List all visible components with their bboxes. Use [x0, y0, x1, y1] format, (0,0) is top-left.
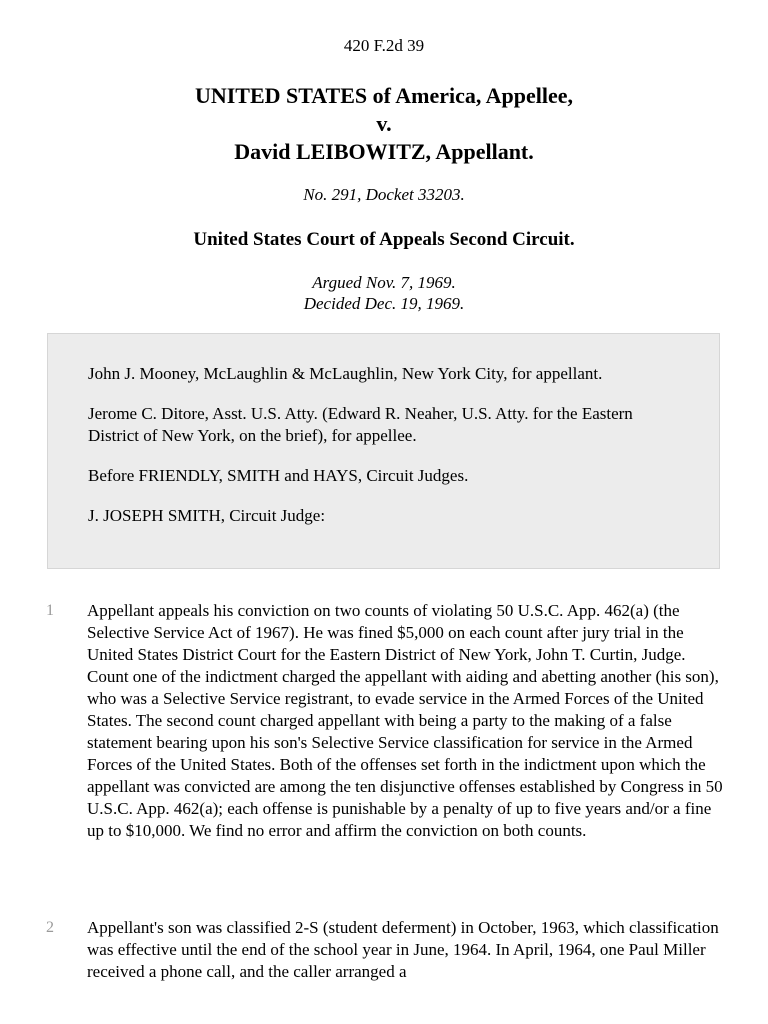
- court-name: United States Court of Appeals Second Circuit.: [193, 229, 575, 250]
- case-caption: [0, 82, 768, 166]
- argued-date: Argued Nov. 7, 1969.: [312, 273, 456, 292]
- paragraph-number: 2: [46, 919, 54, 936]
- appellee-counsel: Jerome C. Ditore, Asst. U.S. Atty. (Edward R. Neaher, U.S. Atty. for the Eastern District of New York, on the brief), for appellee.: [88, 404, 633, 445]
- case-citation: 420 F.2d 39: [343, 36, 425, 55]
- case-dates: [0, 272, 768, 314]
- paragraph-text: Appellant's son was classified 2-S (student deferment) in October, 1963, which classification was effective until the end of the school year in June, 1964. In April, 1964, one Paul Miller received a phone call, and the caller arranged a: [87, 918, 719, 981]
- paragraph-number: 1: [46, 602, 54, 619]
- caption-appellant: David LEIBOWITZ, Appellant.: [234, 139, 534, 164]
- opinion-author: J. JOSEPH SMITH, Circuit Judge:: [88, 506, 326, 525]
- judges-panel: Before FRIENDLY, SMITH and HAYS, Circuit Judges.: [88, 466, 469, 485]
- appellant-counsel: John J. Mooney, McLaughlin & McLaughlin, New York City, for appellant.: [88, 364, 603, 383]
- caption-appellee: UNITED STATES of America, Appellee,: [194, 83, 574, 108]
- docket-number: No. 291, Docket 33203.: [303, 185, 465, 204]
- counsel-panel: [47, 333, 720, 569]
- decided-date: Decided Dec. 19, 1969.: [303, 294, 465, 313]
- paragraph-text: Appellant appeals his conviction on two counts of violating 50 U.S.C. App. 462(a) (the Selective Service Act of 1967). He was fined $5,000 on each count after jury trial in the United States District Court for the Eastern District of New York, John T. Curtin, Judge. Count one of the indictment charged the appellant with aiding and abetting another (his son), who was a Selective Service registrant, to evade service in the Armed Forces of the United States. The second count charged appellant with being a party to the making of a false statement bearing upon his son's Selective Service classification for service in the Armed Forces of the United States. Both of the offenses set forth in the indictment upon which the appellant was convicted are among the ten disjunctive offenses established by Congress in 50 U.S.C. App. 462(a); each offense is punishable by a penalty of up to five years and/or a fine up to $10,000. We find no error and affirm the conviction on both counts.: [87, 601, 723, 840]
- caption-versus: v.: [376, 111, 392, 136]
